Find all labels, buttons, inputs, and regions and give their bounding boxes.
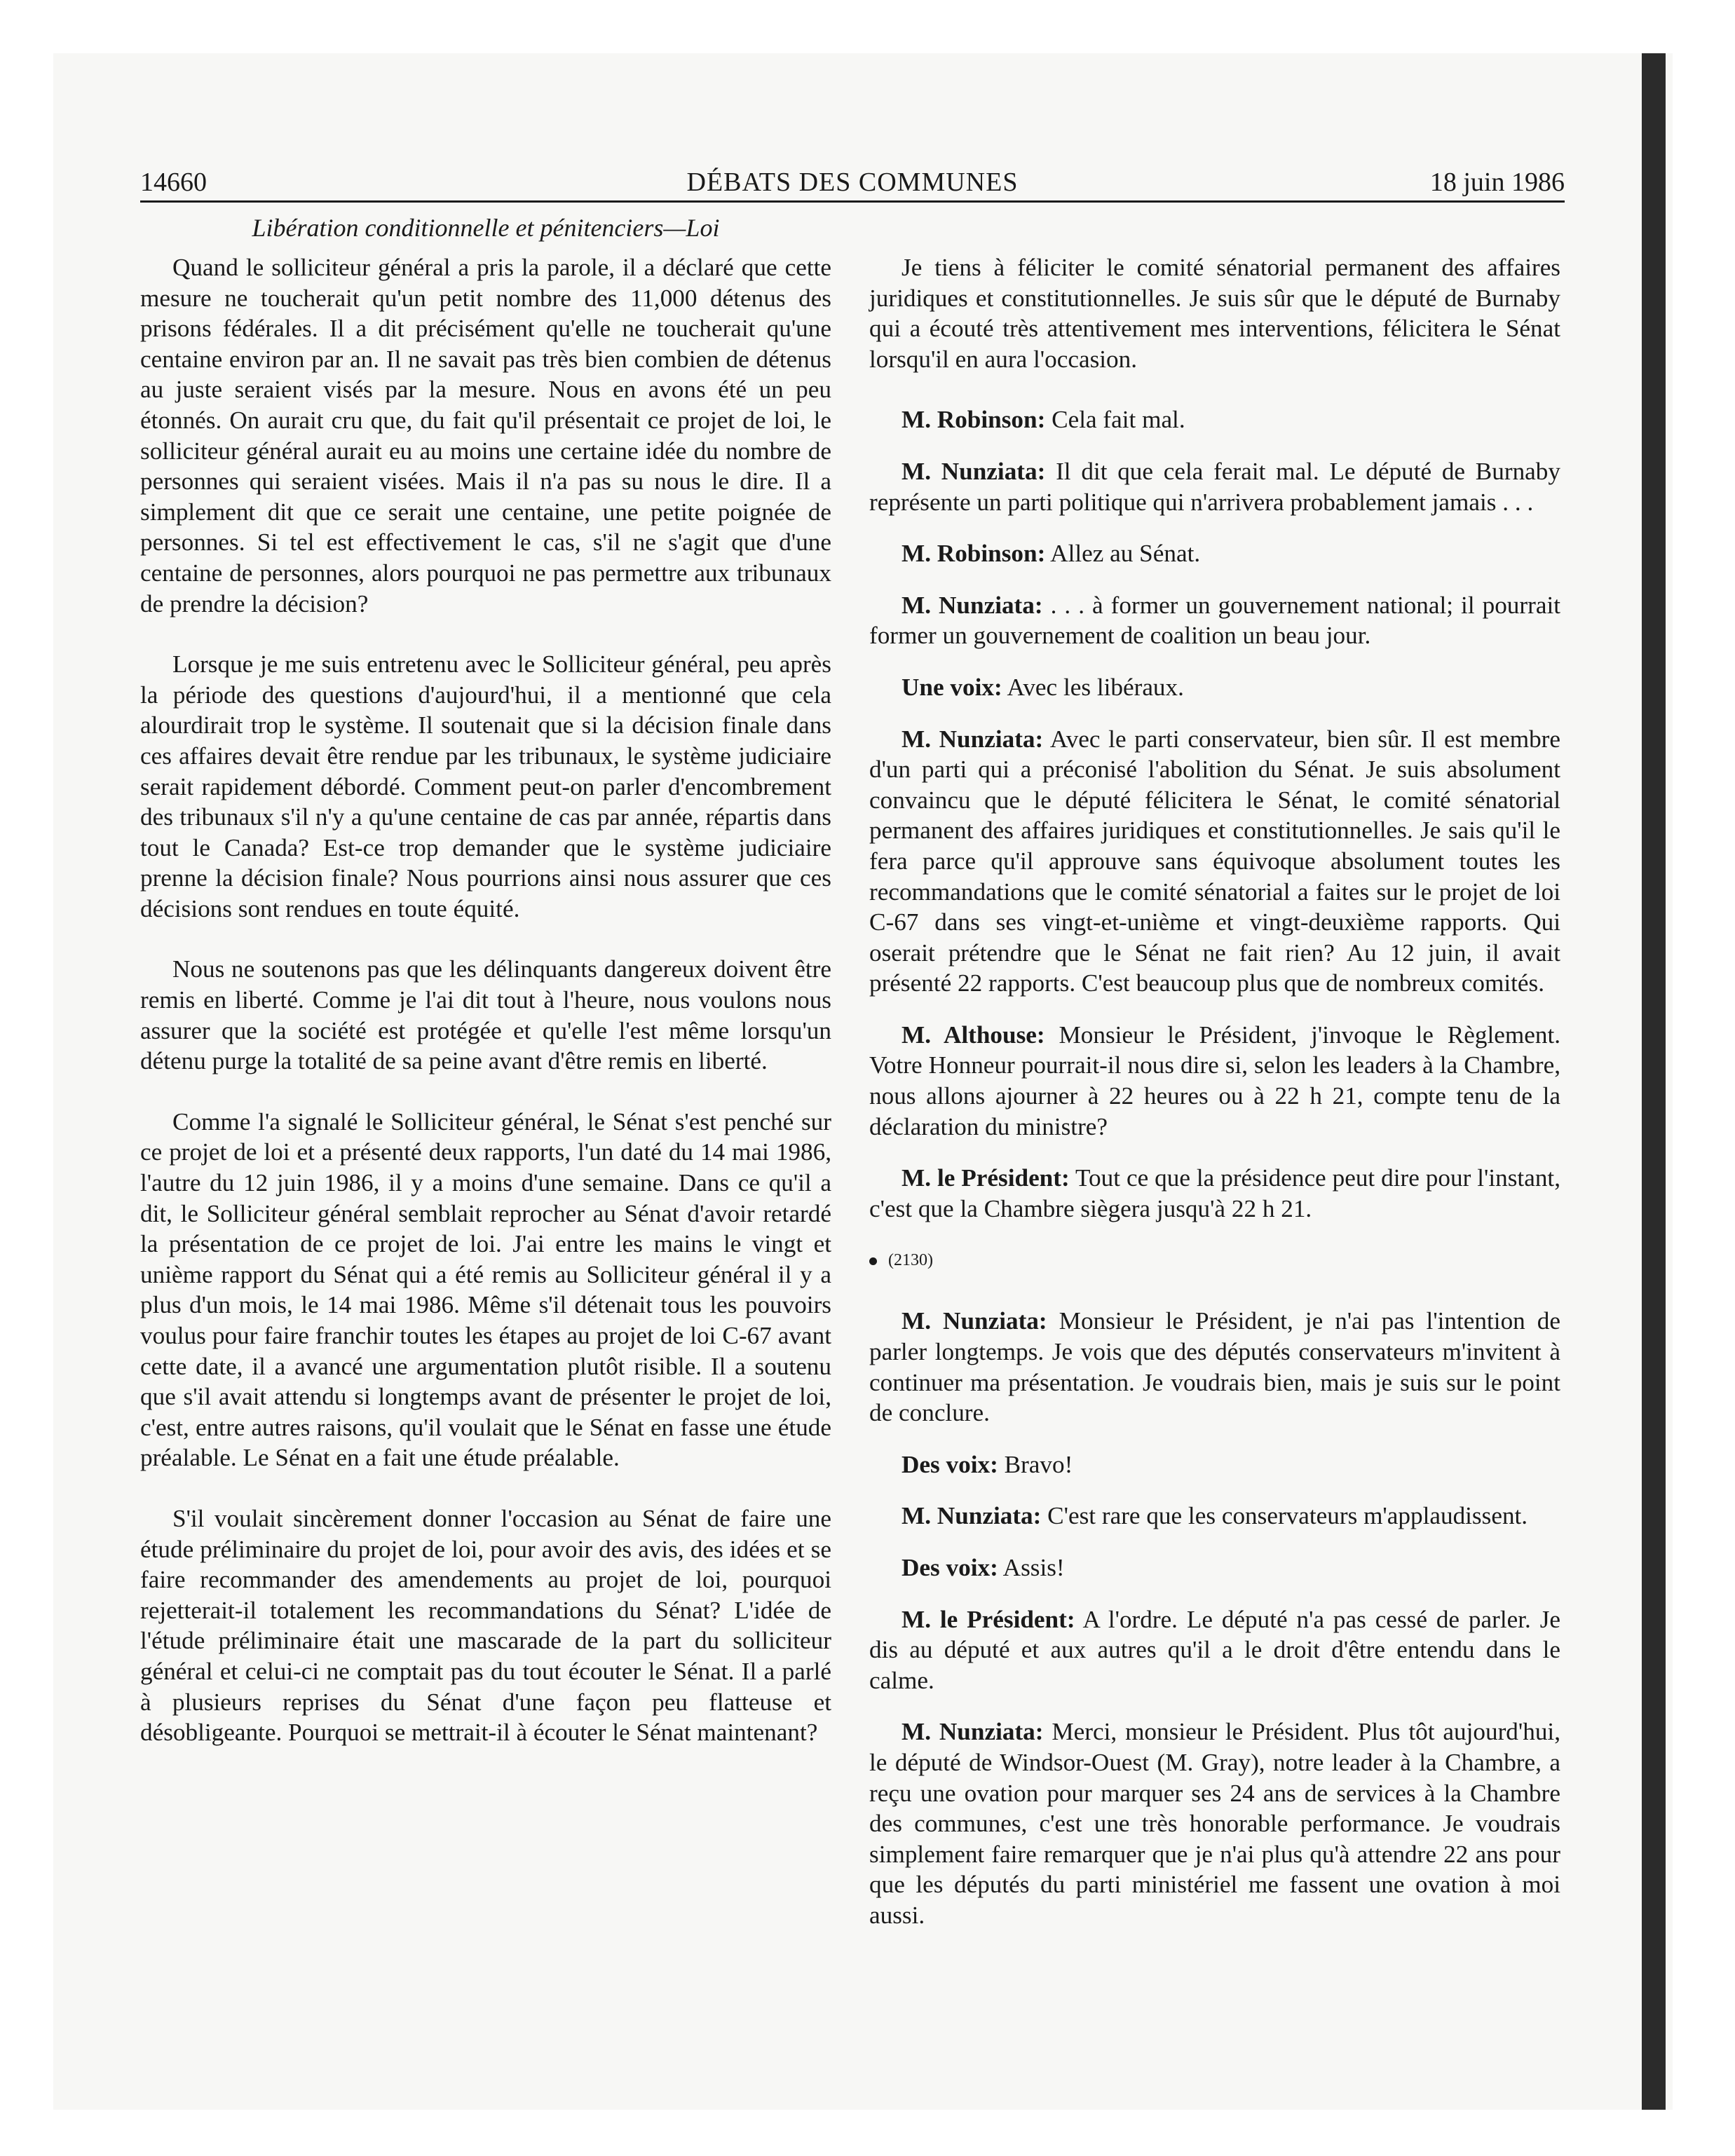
speaker-name: M. Nunziata:: [901, 1718, 1044, 1746]
intervention: [869, 456, 1560, 517]
speaker-name: M. Nunziata:: [901, 591, 1043, 619]
intervention: [869, 1306, 1560, 1428]
page-header: [140, 164, 1565, 203]
speech-text: C'est rare que les conservateurs m'applaudissent.: [1041, 1502, 1528, 1530]
speaker-name: M. Althouse:: [901, 1021, 1045, 1049]
speaker-name: M. Robinson:: [901, 406, 1046, 434]
intervention: [869, 1604, 1560, 1696]
speech-text: Assis!: [998, 1554, 1065, 1581]
time-marker-text: (2130): [888, 1251, 933, 1270]
speaker-name: Une voix:: [901, 673, 1002, 701]
paragraph: Je tiens à féliciter le comité sénatorial permanent des affaires juridiques et constitutionnelles. Je suis sûr que le député de Burnaby qui a écouté très attentivement mes interventions, félicitera le Sénat lorsqu'il en aura l'occasion.: [869, 254, 1560, 373]
intervention: [869, 1553, 1560, 1583]
speaker-name: M. le Président:: [901, 1605, 1075, 1633]
left-column: [140, 252, 831, 1778]
right-column: [869, 252, 1560, 1952]
speech-text: A l'ordre. Le député n'a pas cessé de parler. Je dis au député et aux autres qu'il a le droit d'être entendu dans le calme.: [869, 1605, 1560, 1694]
speech-text: Merci, monsieur le Président. Plus tôt aujourd'hui, le député de Windsor-Ouest (M. Gray), notre leader à la Chambre, a reçu une ovation pour marquer ses 24 ans de services à la Chambre des communes, c'est une très honorable performance. Je voudrais simplement faire remarquer que je n'ai plus qu'à attendre 22 ans pour que les députés du parti ministériel me fassent une ovation à moi aussi.: [869, 1718, 1560, 1929]
speech-text: Cela fait mal.: [1045, 406, 1185, 434]
speaker-name: M. Nunziata:: [901, 725, 1044, 753]
speaker-name: M. Nunziata:: [901, 1307, 1047, 1335]
speech-text: Avec le parti conservateur, bien sûr. Il est membre d'un parti qui a préconisé l'abolition du Sénat. Je suis absolument convaincu que le député félicitera le Sénat, le comité sénatorial permanent des affaires juridiques et constitutionnelles. Je sais qu'il le fera parce qu'il approuve sans équivoque absolument toutes les recommandations que le comité sénatorial a faites sur le projet de loi C-67 dans ses vingt-et-unième et vingt-deuxième rapports. Qui oserait prétendre que le Sénat ne fait rien? Au 12 juin, il avait présenté 22 rapports. C'est beaucoup plus que de nombreux comités.: [869, 725, 1560, 997]
time-marker: [869, 1245, 1560, 1276]
speaker-name: M. Nunziata:: [901, 1502, 1042, 1530]
section-title: Libération conditionnelle et pénitenciers—Loi: [252, 214, 720, 242]
intervention: [869, 590, 1560, 651]
speaker-name: Des voix:: [901, 1450, 998, 1478]
bullet-icon: [869, 1257, 877, 1265]
speech-text: Avec les libéraux.: [1002, 673, 1184, 701]
intervention: [869, 1501, 1560, 1531]
speaker-name: Des voix:: [901, 1554, 998, 1581]
intervention: [869, 404, 1560, 435]
journal-title: DÉBATS DES COMMUNES: [686, 168, 1019, 197]
paragraph: Quand le solliciteur général a pris la parole, il a déclaré que cette mesure ne toucherait qu'un petit nombre des 11,000 détenus des prisons fédérales. Il a dit précisément qu'elle ne toucherait qu'une centaine environ par an. Il ne savait pas très bien combien de détenus au juste seraient visés par la mesure. Nous en avons été un peu étonnés. On aurait cru que, du fait qu'il présentait ce projet de loi, le solliciteur général aurait eu au moins une certaine idée du nombre de personnes qui seraient visées. Mais il n'a pas su nous le dire. Il a simplement dit que ce serait une centaine, une petite poignée de personnes. Si tel est effectivement le cas, s'il ne s'agit que d'une centaine de personnes, alors pourquoi ne pas permettre aux tribunaux de prendre la décision?: [140, 254, 831, 618]
speech-text: Monsieur le Président, j'invoque le Règlement. Votre Honneur pourrait-il nous dire si, selon les leaders à la Chambre, nous allons ajourner à 22 heures ou à 22 h 21, compte tenu de la déclaration du ministre?: [869, 1021, 1561, 1140]
paragraph: Lorsque je me suis entretenu avec le Solliciteur général, peu après la période des questions d'aujourd'hui, il a mentionné que cela alourdirait trop le système. Il soutenait que si la décision finale dans ces affaires devait être rendue par les tribunaux, le système judiciaire serait rapidement débordé. Comment peut-on parler d'encombrement des tribunaux s'il n'y a qu'une centaine de cas par année, répartis dans tout le Canada? Est-ce trop demander que le système judiciaire prenne la décision finale? Nous pourrions ainsi nous assurer que ces décisions sont rendues en toute équité.: [140, 650, 831, 922]
intervention: [869, 1449, 1560, 1480]
speech-text: Tout ce que la présidence peut dire pour l'instant, c'est que la Chambre siègera jusqu'à 22 h 21.: [869, 1164, 1560, 1222]
page-number: 14660: [140, 168, 207, 197]
speech-text: Bravo!: [998, 1450, 1073, 1478]
speaker-name: M. Nunziata:: [901, 457, 1046, 485]
speech-text: Monsieur le Président, je n'ai pas l'intention de parler longtemps. Je vois que des députés conservateurs m'invitent à continuer ma présentation. Je voudrais bien, mais je suis sur le point de conclure.: [869, 1307, 1561, 1427]
intervention: [869, 724, 1560, 999]
paragraph: S'il voulait sincèrement donner l'occasion au Sénat de faire une étude préliminaire du projet de loi, pour avoir des avis, des idées et se faire recommander des amendements au projet de loi, pourquoi rejetterait-il totalement les recommandations du Sénat? L'idée de l'étude préliminaire était une mascarade de la part du solliciteur général et celui-ci ne comptait pas du tout écouter le Sénat. Il a parlé à plusieurs reprises du Sénat d'une façon peu flatteuse et désobligeante. Pourquoi se mettrait-il à écouter le Sénat maintenant?: [140, 1504, 831, 1747]
scan-edge-shadow: [1642, 53, 1666, 2110]
paragraph: Comme l'a signalé le Solliciteur général, le Sénat s'est penché sur ce projet de loi et a présenté deux rapports, l'un daté du 14 mai 1986, l'autre du 12 juin 1986, il y a moins d'une semaine. Dans ce qu'il a dit, le Solliciteur général semblait reprocher au Sénat d'avoir retardé la présentation de ce projet de loi. J'ai entre les mains le vingt et unième rapport du Sénat qui a été remis au Solliciteur général il y a plus d'un mois, le 14 mai 1986. Même s'il détenait tous les pouvoirs voulus pour faire franchir toutes les étapes au projet de loi C-67 avant cette date, il a avancé une argumentation plutôt risible. Il a soutenu que s'il avait attendu si longtemps avant de présenter le projet de loi, c'est, entre autres raisons, qu'il voulait que le Sénat en fasse une étude préalable. Le Sénat en a fait une étude préalable.: [140, 1107, 831, 1472]
speaker-name: M. Robinson:: [901, 540, 1046, 568]
intervention: [869, 538, 1560, 569]
intervention: [869, 1020, 1560, 1142]
speech-text: Il dit que cela ferait mal. Le député de Burnaby représente un parti politique qui n'arrivera probablement jamais . . .: [869, 457, 1560, 516]
speech-text: Allez au Sénat.: [1045, 540, 1201, 568]
paragraph: Nous ne soutenons pas que les délinquants dangereux doivent être remis en liberté. Comme je l'ai dit tout à l'heure, nous voulons nous assurer que la société est protégée et qu'elle l'est même lorsqu'un détenu purge la totalité de sa peine avant d'être remis en liberté.: [140, 955, 831, 1075]
intervention: [869, 1163, 1560, 1224]
intervention: [869, 1717, 1560, 1930]
speaker-name: M. le Président:: [901, 1164, 1070, 1192]
speech-text: . . . à former un gouvernement national; il pourrait former un gouvernement de coalition un beau jour.: [869, 591, 1560, 650]
page-date: 18 juin 1986: [1429, 168, 1565, 197]
intervention: [869, 672, 1560, 703]
